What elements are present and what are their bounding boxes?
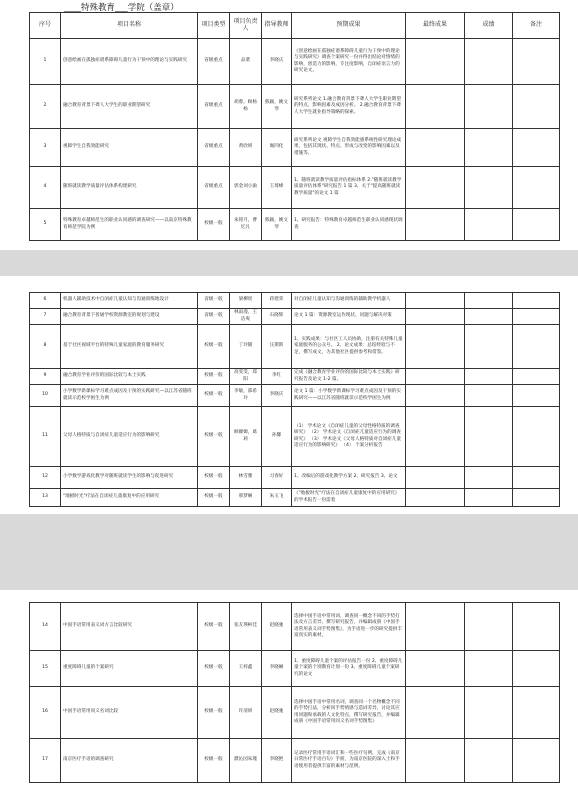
project-table-2 [29, 292, 560, 507]
row-leader: 王梓鑫 [230, 651, 262, 687]
row-name: 重度障碍儿童的个案研究 [61, 651, 198, 687]
row-outcome: 完成《融合教育学业评价的国际比较与本土实践》研究报告及论文 1-2 篇。 [292, 369, 406, 385]
table-row [30, 167, 560, 209]
row-teacher: 汪斯斯 [262, 325, 292, 369]
row-teacher: 赵晓驰 [262, 687, 292, 739]
row-final [406, 603, 465, 651]
row-outcome: 《创意绘画在孤独症谱系障碍儿童行为干预中的理论与实践研究》调查个案研究一份并得出结论对情绪的影响，创造力的影响，专注度影响，自闭症语言力的研究论文。 [292, 39, 406, 85]
row-type: 校级一般 [198, 739, 230, 783]
row-outcome: （1） 学术论文《自闭症儿童的父母性格特质的调查研究》 （2） 学术论文《自闭症儿童适应行为的调查研究》 （3） 学术论文《父母人格特质对自闭症儿童适应行为的影响研究》 （4） 个案分析报告 [292, 407, 406, 467]
table-row [30, 369, 560, 385]
row-final [406, 325, 465, 369]
row-teacher: 赵晓驰 [262, 603, 292, 651]
row-teacher: 朱玉飞 [262, 489, 292, 507]
table-row [30, 739, 560, 783]
row-score [465, 209, 513, 241]
row-type: 省级一般 [198, 309, 230, 325]
row-teacher: 熊颖，姚文琴 [262, 209, 292, 241]
row-score [465, 369, 513, 385]
row-remarks [513, 407, 560, 467]
row-final [406, 489, 465, 507]
row-no: 1 [30, 39, 61, 85]
row-leader: 郭金刘小渝 [230, 167, 262, 209]
table-row [30, 85, 560, 129]
table-row [30, 489, 560, 507]
row-no: 13 [30, 489, 61, 507]
row-leader: 林雨漫，王洁爽 [230, 309, 262, 325]
row-name: 南京医疗手语的调查研究 [61, 739, 198, 783]
row-no: 14 [30, 603, 61, 651]
row-name: 特殊教育卓越师范生的职业认同感的调查研究——以南京特殊教育师范学院为例 [61, 209, 198, 241]
row-remarks [513, 385, 560, 407]
row-type: 省级重点 [198, 129, 230, 167]
row-no: 5 [30, 209, 61, 241]
header-outcome: 预期成果 [292, 13, 406, 39]
row-leader: 丁玲铺 [230, 325, 262, 369]
row-name: 小学数学游戏化教学对随班就读学生的影响与促进研究 [61, 467, 198, 489]
row-name: 中国手语常用同义名词比较 [61, 687, 198, 739]
row-outcome: 1、研究报告：特殊教育卓越师范生职业认同感现状调查 [292, 209, 406, 241]
row-score [465, 129, 513, 167]
row-remarks [513, 209, 560, 241]
row-remarks [513, 325, 560, 369]
row-type: 校级一般 [198, 603, 230, 651]
row-leader: 胡蓉，顾杨杨 [230, 85, 262, 129]
row-name: 中国手语常用表义词方言比较研究 [61, 603, 198, 651]
row-score [465, 603, 513, 651]
row-leader: 黄欣妍 [230, 129, 262, 167]
row-teacher: 习春好 [262, 467, 292, 489]
row-leader: 顾嫄嫄，葛莉 [230, 407, 262, 467]
row-remarks [513, 293, 560, 309]
row-name: 创意绘画在孤独症谱系障碍儿童行为干预中的理论与实践研究 [61, 39, 198, 85]
row-leader: 许清妍 [230, 687, 262, 739]
row-type: 校级一般 [198, 369, 230, 385]
row-outcome: 论文 1 篇：小学数学新课标学习难点成因及干预的实践研究——以江苏省随班就读示范校学困生为例 [292, 385, 406, 407]
row-score [465, 739, 513, 783]
table-row [30, 293, 560, 309]
row-no: 9 [30, 369, 61, 385]
row-remarks [513, 369, 560, 385]
row-type: 省级重点 [198, 39, 230, 85]
row-outcome: 选择中国手语中常用名词，调查同一个名物概念不同的手势打法，分析同手势情感与造词差异，讨论其应用同题和承载的人文化特点，撰写研究报告，并编辑成册《中国手语常用同义名词手势图集》 [292, 687, 406, 739]
row-name: 小学数学新课标学习难点成因及干预的实践研究—以江苏省随班就读示范校学困生为例 [61, 385, 198, 407]
row-outcome: 1、实践成果：与社区工人员协助，注册有关特殊儿童家庭服务的公众号。 2、论文成果：总结经验与不足，撰写成文，为其他社区提供参考和借鉴。 [292, 325, 406, 369]
row-score [465, 293, 513, 309]
row-no: 16 [30, 687, 61, 739]
row-type: 省级重点 [198, 85, 230, 129]
row-outcome: 1、改编后的游戏化教学方案 2、研究报告 3、论文 [292, 467, 406, 489]
row-score [465, 467, 513, 489]
row-final [406, 39, 465, 85]
header-no: 序号 [30, 13, 61, 39]
row-final [406, 385, 465, 407]
row-teacher: 李晓娴 [262, 651, 292, 687]
row-teacher: 孙馨 [262, 407, 292, 467]
row-no: 6 [30, 293, 61, 309]
row-teacher: 李晓庆 [262, 385, 292, 407]
page-3 [0, 590, 578, 799]
row-remarks [513, 85, 560, 129]
header-leader: 项目负责人 [230, 13, 262, 39]
row-outcome: 对自闭症儿童认知与沟通训练的辅助教学机器人 [292, 293, 406, 309]
row-score [465, 385, 513, 407]
header-teacher: 指导教师 [262, 13, 292, 39]
header-name: 项目名称 [61, 13, 198, 39]
row-type: 校级一般 [198, 385, 230, 407]
row-type: 校级一般 [198, 489, 230, 507]
row-remarks [513, 309, 560, 325]
row-leader: 朱铭月，曹忆凡 [230, 209, 262, 241]
page-2 [0, 276, 578, 514]
row-score [465, 407, 513, 467]
row-score [465, 489, 513, 507]
row-outcome: 1、随班就读教学质量评估指标体系 2."随班就读教学质量评估体系"研究报告 1 篇 3、关于"提高随班就读教学质量"的论文 1 篇 [292, 167, 406, 209]
row-outcome: 研究系列论文 1.融合教育背景下聋人大学生职业期望的特点，影响因素及成因分析。 2.融合教育背景下聋人大学生就业指导策略的探索。 [292, 85, 406, 129]
row-final [406, 309, 465, 325]
row-final [406, 739, 465, 783]
row-final [406, 293, 465, 309]
row-leader: 邢梦娴 [230, 489, 262, 507]
row-remarks [513, 467, 560, 489]
document-title: ____特殊教育___学院（盖章） [64, 3, 179, 13]
row-no: 3 [30, 129, 61, 167]
row-score [465, 39, 513, 85]
row-name: 融合教育背景下聋人大学生的职业期望研究 [61, 85, 198, 129]
row-teacher: 李红 [262, 369, 292, 385]
row-no: 17 [30, 739, 61, 783]
row-no: 8 [30, 325, 61, 369]
row-outcome: 1、重度障碍儿童个案的评估报告一份 2、重度障碍儿童个案的个别教育计划一份 3、重度障碍儿童个案研究的论文 [292, 651, 406, 687]
row-leader: 李敏，邵希玲 [230, 385, 262, 407]
row-score [465, 85, 513, 129]
row-remarks [513, 167, 560, 209]
row-final [406, 687, 465, 739]
row-name: 融合教育背景下普通学校资源教室的规划与建设 [61, 309, 198, 325]
row-type: 校级一般 [198, 407, 230, 467]
table-row [30, 209, 560, 241]
row-final [406, 85, 465, 129]
row-type: 校级一般 [198, 687, 230, 739]
row-score [465, 325, 513, 369]
row-score [465, 687, 513, 739]
table-row [30, 325, 560, 369]
row-final [406, 209, 465, 241]
row-teacher: 堀四化 [262, 129, 292, 167]
row-teacher: 石晓辉 [262, 309, 292, 325]
row-remarks [513, 39, 560, 85]
row-final [406, 651, 465, 687]
row-teacher: 蒋建荣 [262, 293, 292, 309]
row-name: 融合教育学业评价的国际比较与本土实践 [61, 369, 198, 385]
row-no: 4 [30, 167, 61, 209]
row-score [465, 309, 513, 325]
row-leader: 濮沁园朱瑾 [230, 739, 262, 783]
table-row [30, 407, 560, 467]
table-row [30, 603, 560, 651]
page-1 [0, 0, 578, 250]
row-name: 随班就读教学质量评估体系构建研究 [61, 167, 198, 209]
row-no: 7 [30, 309, 61, 325]
row-remarks [513, 651, 560, 687]
row-outcome: 选择中国手语中常用词，调查同一概念不同的手势打法及方言差异，撰写研究报告，并编辑成册《中国手语常用表义词手势图集》，为手语进一步的研究提供丰富真实的素材。 [292, 603, 406, 651]
project-table-3 [29, 602, 560, 783]
row-name: 父母人格特质与自闭症儿童适应行为的影响研究 [61, 407, 198, 467]
header-type: 项目类型 [198, 13, 230, 39]
row-outcome: 《"地板时光"疗法在自闭症儿童康复中的应用研究》的学术报告一份需着 [292, 489, 406, 507]
row-no: 12 [30, 467, 61, 489]
row-final [406, 167, 465, 209]
row-outcome: 记录医疗常用手语词汇和一些医疗句例，完成《南京日常医疗手语百句》手册，为南京医院的深入士和手语使用者提供丰富的素材与范例。 [292, 739, 406, 783]
row-teacher: 王琦峰 [262, 167, 292, 209]
row-remarks [513, 129, 560, 167]
table-header-row [30, 13, 560, 39]
row-no: 15 [30, 651, 61, 687]
row-type: 省级重点 [198, 167, 230, 209]
row-name: "地板时光"疗法在自闭症儿童康复中的应用研究 [61, 489, 198, 507]
row-teacher: 熊颖，姚文琴 [262, 85, 292, 129]
row-type: 校级一般 [198, 325, 230, 369]
row-teacher: 李晓艳 [262, 739, 292, 783]
row-leader: 张友瑛柯佳 [230, 603, 262, 651]
row-final [406, 467, 465, 489]
row-name: 机器人辅助技术中自闭症儿童认知与沟通训练地设计 [61, 293, 198, 309]
row-remarks [513, 687, 560, 739]
header-remarks: 备注 [513, 13, 560, 39]
row-score [465, 651, 513, 687]
project-table-1 [29, 12, 560, 241]
row-type: 校级一般 [198, 209, 230, 241]
row-remarks [513, 603, 560, 651]
row-no: 2 [30, 85, 61, 129]
row-leader: 高雯雯，郑阳 [230, 369, 262, 385]
row-type: 省级一般 [198, 293, 230, 309]
row-final [406, 129, 465, 167]
row-outcome: 研究系列论文 视障学生自我效能感系统性研究理论成果，包括其现状、特点、形成与改变的影响因素以及措施等。 [292, 129, 406, 167]
row-score [465, 167, 513, 209]
row-remarks [513, 489, 560, 507]
header-score: 成绩 [465, 13, 513, 39]
table-row [30, 309, 560, 325]
row-teacher: 李晓庆 [262, 39, 292, 85]
row-name: 视障学生自我效能研究 [61, 129, 198, 167]
row-no: 10 [30, 385, 61, 407]
table-row [30, 129, 560, 167]
row-outcome: 论文 1 篇：资源教室运作现状、问题与解决对策 [292, 309, 406, 325]
row-final [406, 407, 465, 467]
row-leader: 品菜 [230, 39, 262, 85]
table-row [30, 687, 560, 739]
row-final [406, 369, 465, 385]
row-remarks [513, 739, 560, 783]
table-row [30, 385, 560, 407]
row-leader: 林雪雅 [230, 467, 262, 489]
table-row [30, 39, 560, 85]
table-row [30, 467, 560, 489]
row-type: 校级一般 [198, 467, 230, 489]
row-leader: 梁柳瑶 [230, 293, 262, 309]
header-final: 最终成果 [406, 13, 465, 39]
row-no: 11 [30, 407, 61, 467]
table-row [30, 651, 560, 687]
row-name: 基于社区视域平台的特殊儿童家庭的教育服务研究 [61, 325, 198, 369]
row-type: 校级一般 [198, 651, 230, 687]
